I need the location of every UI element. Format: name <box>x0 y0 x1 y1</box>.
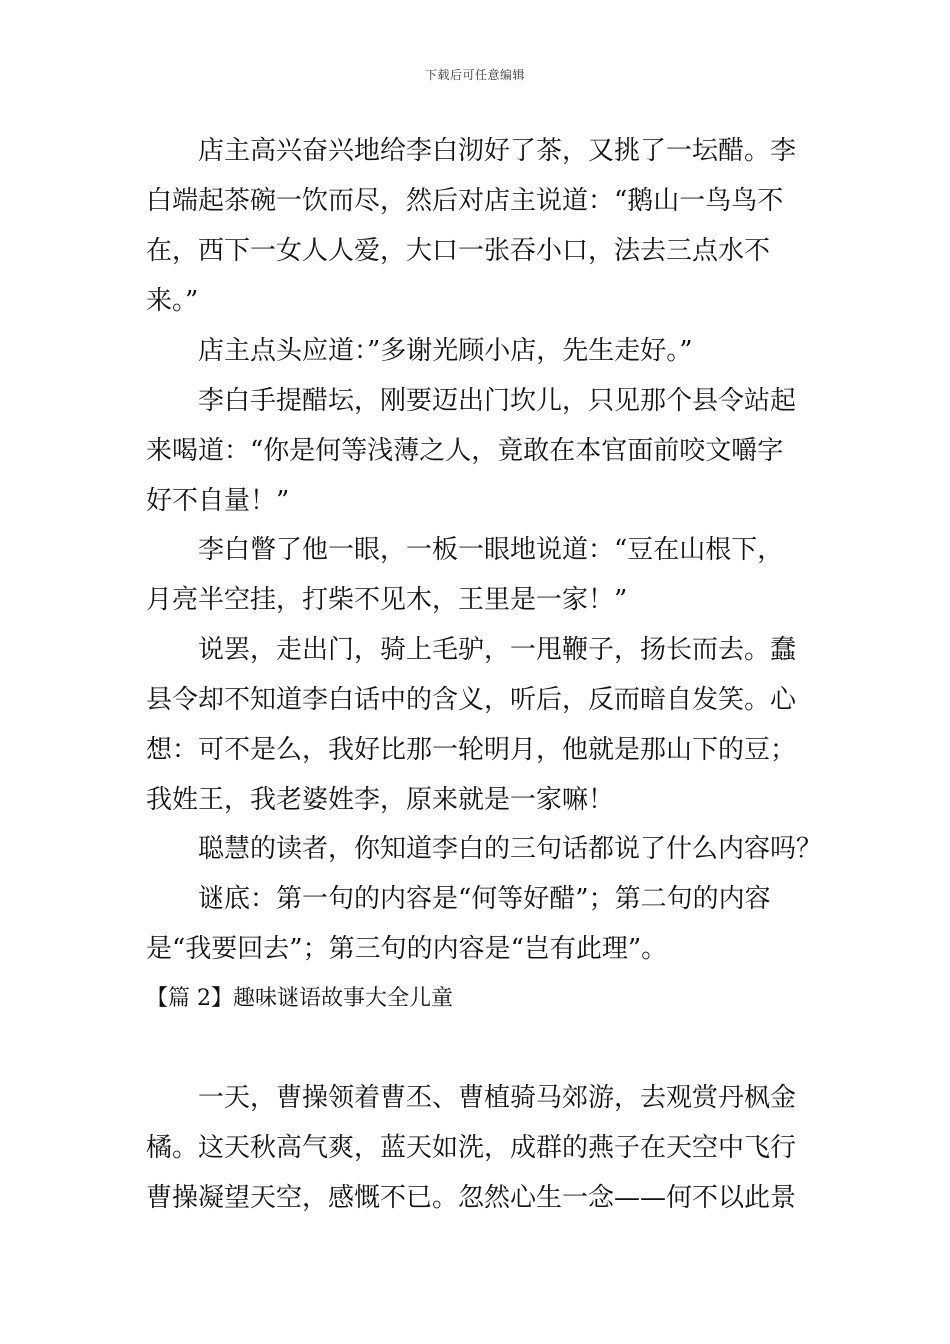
text-line: 一天，曹操领着曹丕、曹植骑马郊游，去观赏丹枫金 <box>198 1083 797 1113</box>
text-line: 在，西下一女人人爱，大口一张吞小口，法去三点水不 <box>146 236 771 266</box>
text-line: 曹操凝望天空，感慨不已。忽然心生一念——何不以此景 <box>146 1183 797 1213</box>
text-line: 我姓王，我老婆姓李，原来就是一家嘛！ <box>146 785 615 815</box>
text-line: 李白瞥了他一眼，一板一眼地说道：“豆在山根下， <box>198 535 784 565</box>
section-heading: 【篇 2】趣味谜语故事大全儿童 <box>146 986 453 1011</box>
text-line: 想：可不是么，我好比那一轮明月，他就是那山下的豆； <box>146 735 797 765</box>
text-line: 店主点头应道：”多谢光顾小店，先生走好。” <box>198 336 693 366</box>
page-header: 下载后可任意编辑 <box>424 68 525 82</box>
text-line: 谜底：第一句的内容是“何等好醋”；第二句的内容 <box>198 884 771 914</box>
text-line: 来喝道：“你是何等浅薄之人，竟敢在本官面前咬文嚼字 <box>146 436 784 466</box>
text-line: 县令却不知道李白话中的含义，听后，反而暗自发笑。心 <box>146 685 797 715</box>
text-line: 橘。这天秋高气爽，蓝天如洗，成群的燕子在天空中飞行 <box>146 1133 797 1163</box>
text-line: 说罢，走出门，骑上毛驴，一甩鞭子，扬长而去。蠢 <box>198 635 797 665</box>
text-line: 是“我要回去”；第三句的内容是“岂有此理”。 <box>146 934 668 964</box>
text-line: 好不自量！” <box>146 486 290 516</box>
text-line: 月亮半空挂，打柴不见木，王里是一家！” <box>146 585 628 615</box>
text-line: 白端起茶碗一饮而尽，然后对店主说道：“鹅山一鸟鸟不 <box>146 186 784 216</box>
text-line: 聪慧的读者，你知道李白的三句话都说了什么内容吗？ <box>198 834 823 864</box>
text-line: 店主高兴奋兴地给李白沏好了茶，又挑了一坛醋。李 <box>198 136 797 166</box>
text-line: 来。” <box>146 286 199 316</box>
text-line: 李白手提醋坛，刚要迈出门坎儿，只见那个县令站起 <box>198 386 797 416</box>
